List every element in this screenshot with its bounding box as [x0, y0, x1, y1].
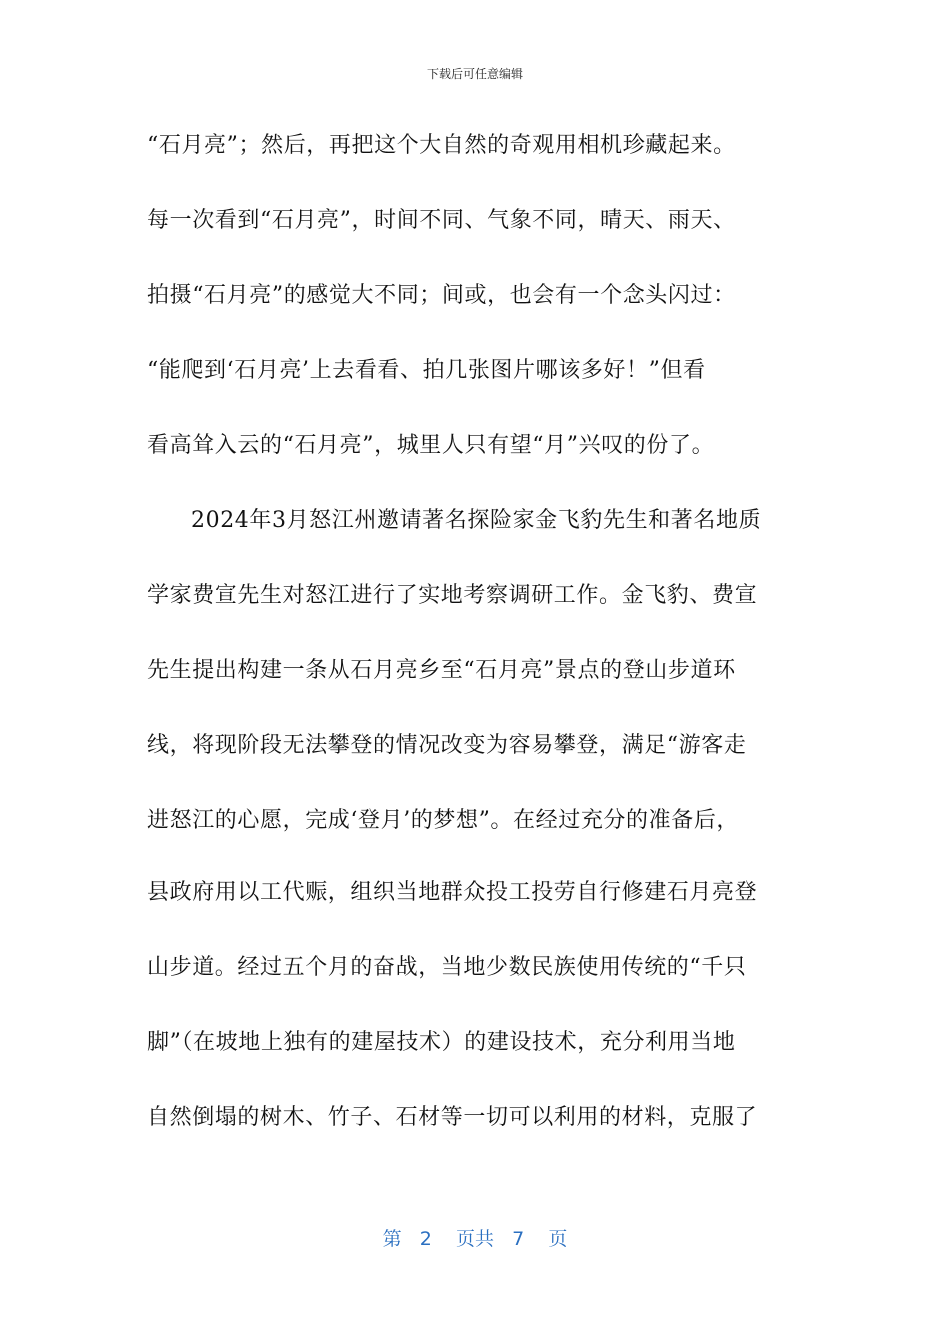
text-line: 学家费宣先生对怒江进行了实地考察调研工作。金飞豹、费宣 [147, 583, 758, 608]
text-line: 山步道。经过五个月的奋战，当地少数民族使用传统的“千只 [147, 955, 747, 980]
text-line: 县政府用以工代赈，组织当地群众投工投劳自行修建石月亮登 [147, 880, 758, 905]
text-line: 每一次看到“石月亮”，时间不同、气象不同，晴天、雨天、 [147, 208, 736, 233]
text-line: 拍摄“石月亮”的感觉大不同；间或，也会有一个念头闪过： [147, 283, 736, 308]
text-line: 进怒江的心愿，完成‘登月’的梦想”。在经过充分的准备后， [147, 808, 740, 833]
text-line: 自然倒塌的树木、竹子、石材等一切可以利用的材料，克服了 [147, 1105, 758, 1130]
text-line: “石月亮”；然后，再把这个大自然的奇观用相机珍藏起来。 [147, 133, 736, 158]
text-line: 先生提出构建一条从石月亮乡至“石月亮”景点的登山步道环 [147, 658, 736, 683]
text-line: “能爬到‘石月亮’上去看看、拍几张图片哪该多好！”但看 [147, 358, 706, 383]
page-header-note: 下载后可任意编辑 [426, 67, 523, 81]
text-line: 2024年3月怒江州邀请著名探险家金飞豹先生和著名地质 [191, 508, 762, 533]
current-page-number: 2 [419, 1228, 432, 1250]
text-line: 线，将现阶段无法攀登的情况改变为容易攀登，满足“游客走 [147, 733, 747, 758]
footer-middle: 页共 [455, 1228, 494, 1250]
footer-suffix: 页 [548, 1228, 568, 1250]
footer-prefix: 第 [382, 1228, 402, 1250]
page-number-footer [0, 1226, 950, 1252]
total-pages-number: 7 [512, 1228, 525, 1250]
text-line: 看高耸入云的“石月亮”，城里人只有望“月”兴叹的份了。 [147, 433, 715, 458]
text-line: 脚”（在坡地上独有的建屋技术）的建设技术，充分利用当地 [147, 1030, 736, 1055]
